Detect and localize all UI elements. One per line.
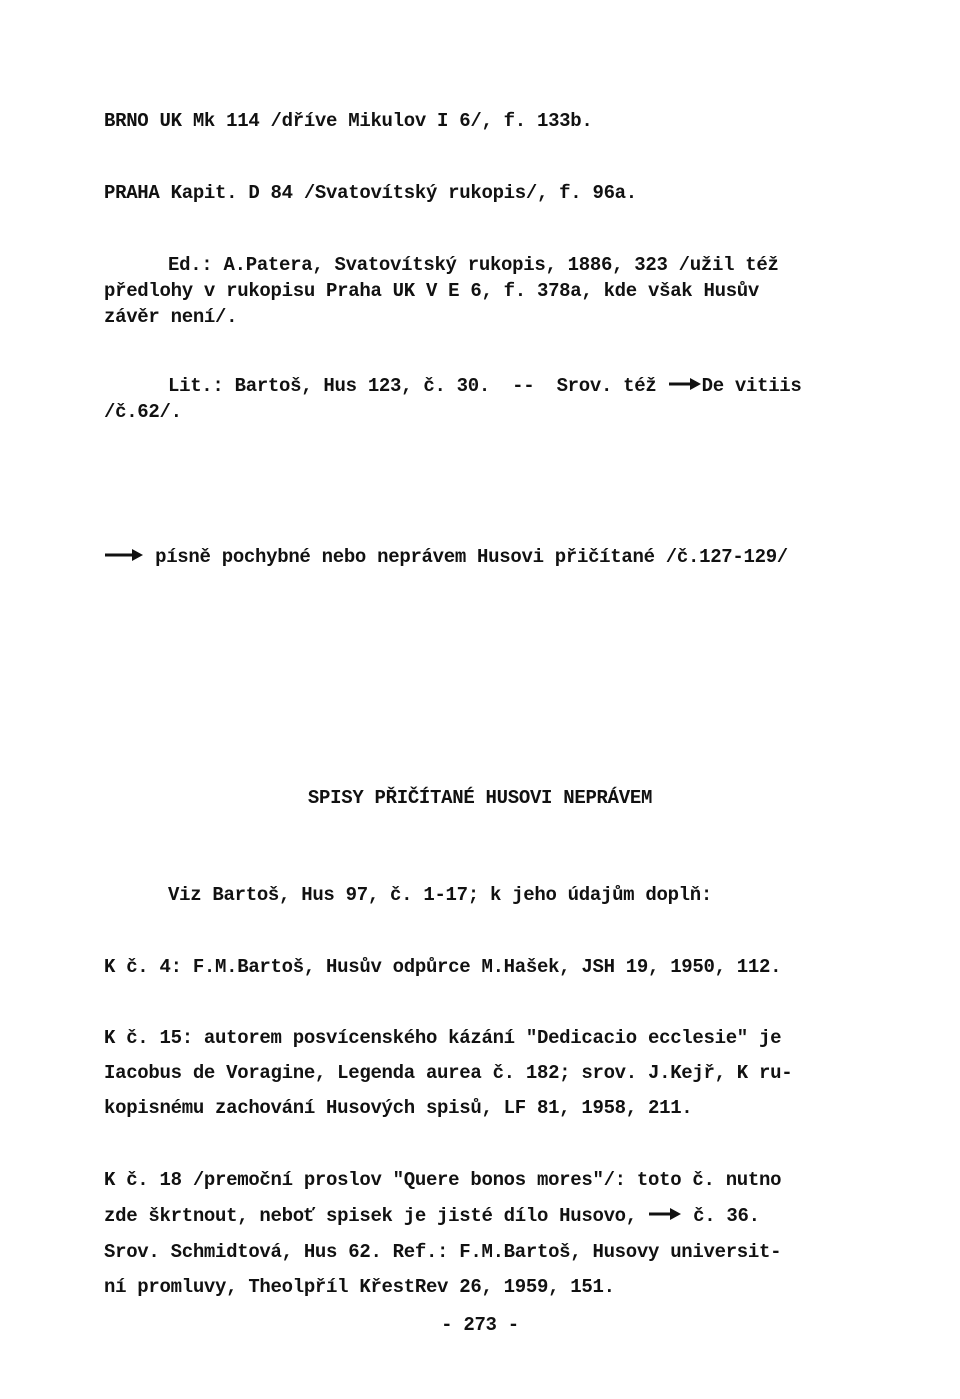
cross-reference-text: písně pochybné nebo neprávem Husovi přičítané /č.127-129/ (144, 546, 788, 568)
paragraph-k18-line-4: ní promluvy, Theolpříl KřestRev 26, 1959, 151. (104, 1276, 615, 1298)
literature-text: Lit.: Bartoš, Hus 123, č. 30. -- Srov. též (168, 375, 668, 397)
paragraph-k18-line-2 (104, 1203, 760, 1229)
paragraph-k18-line-1: K č. 18 /premoční proslov "Quere bonos mores"/: toto č. nutno (104, 1169, 782, 1191)
paragraph-k18-text: zde škrtnout, neboť spisek je jisté dílo Husovo, (104, 1205, 648, 1227)
page-number: - 273 - (441, 1314, 519, 1336)
paragraph-k18-line-3: Srov. Schmidtová, Hus 62. Ref.: F.M.Bartoš, Husovy universit- (104, 1241, 782, 1263)
paragraph-viz: Viz Bartoš, Hus 97, č. 1-17; k jeho údajům doplň: (168, 884, 712, 906)
paragraph-k18-ref: č. 36. (682, 1205, 760, 1227)
edition-line-1: Ed.: A.Patera, Svatovítský rukopis, 1886, 323 /užil též (168, 254, 779, 276)
right-arrow-icon (104, 548, 144, 562)
paragraph-k15-line-1: K č. 15: autorem posvícenského kázání "Dedicacio ecclesie" je (104, 1027, 782, 1049)
literature-line-2: /č.62/. (104, 401, 182, 423)
edition-line-2: předlohy v rukopisu Praha UK V E 6, f. 378a, kde však Husův (104, 280, 760, 302)
edition-line-3: závěr není/. (104, 306, 238, 328)
cross-reference-de-vitiis: De vitiis (701, 375, 802, 397)
paragraph-k15-line-3: kopisnému zachování Husových spisů, LF 81, 1958, 211. (104, 1097, 693, 1119)
section-heading: SPISY PŘIČÍTANÉ HUSOVI NEPRÁVEM (307, 787, 653, 809)
manuscript-line-praha: PRAHA Kapit. D 84 /Svatovítský rukopis/, f. 96a. (104, 182, 637, 204)
paragraph-k4: K č. 4: F.M.Bartoš, Husův odpůrce M.Hašek, JSH 19, 1950, 112. (104, 956, 782, 978)
literature-line-1 (168, 373, 802, 399)
cross-reference-line (104, 544, 788, 570)
right-arrow-icon (668, 377, 702, 391)
manuscript-line-brno: BRNO UK Mk 114 /dříve Mikulov I 6/, f. 133b. (104, 110, 593, 132)
right-arrow-icon (648, 1207, 682, 1221)
paragraph-k15-line-2: Iacobus de Voragine, Legenda aurea č. 182; srov. J.Kejř, K ru- (104, 1062, 793, 1084)
